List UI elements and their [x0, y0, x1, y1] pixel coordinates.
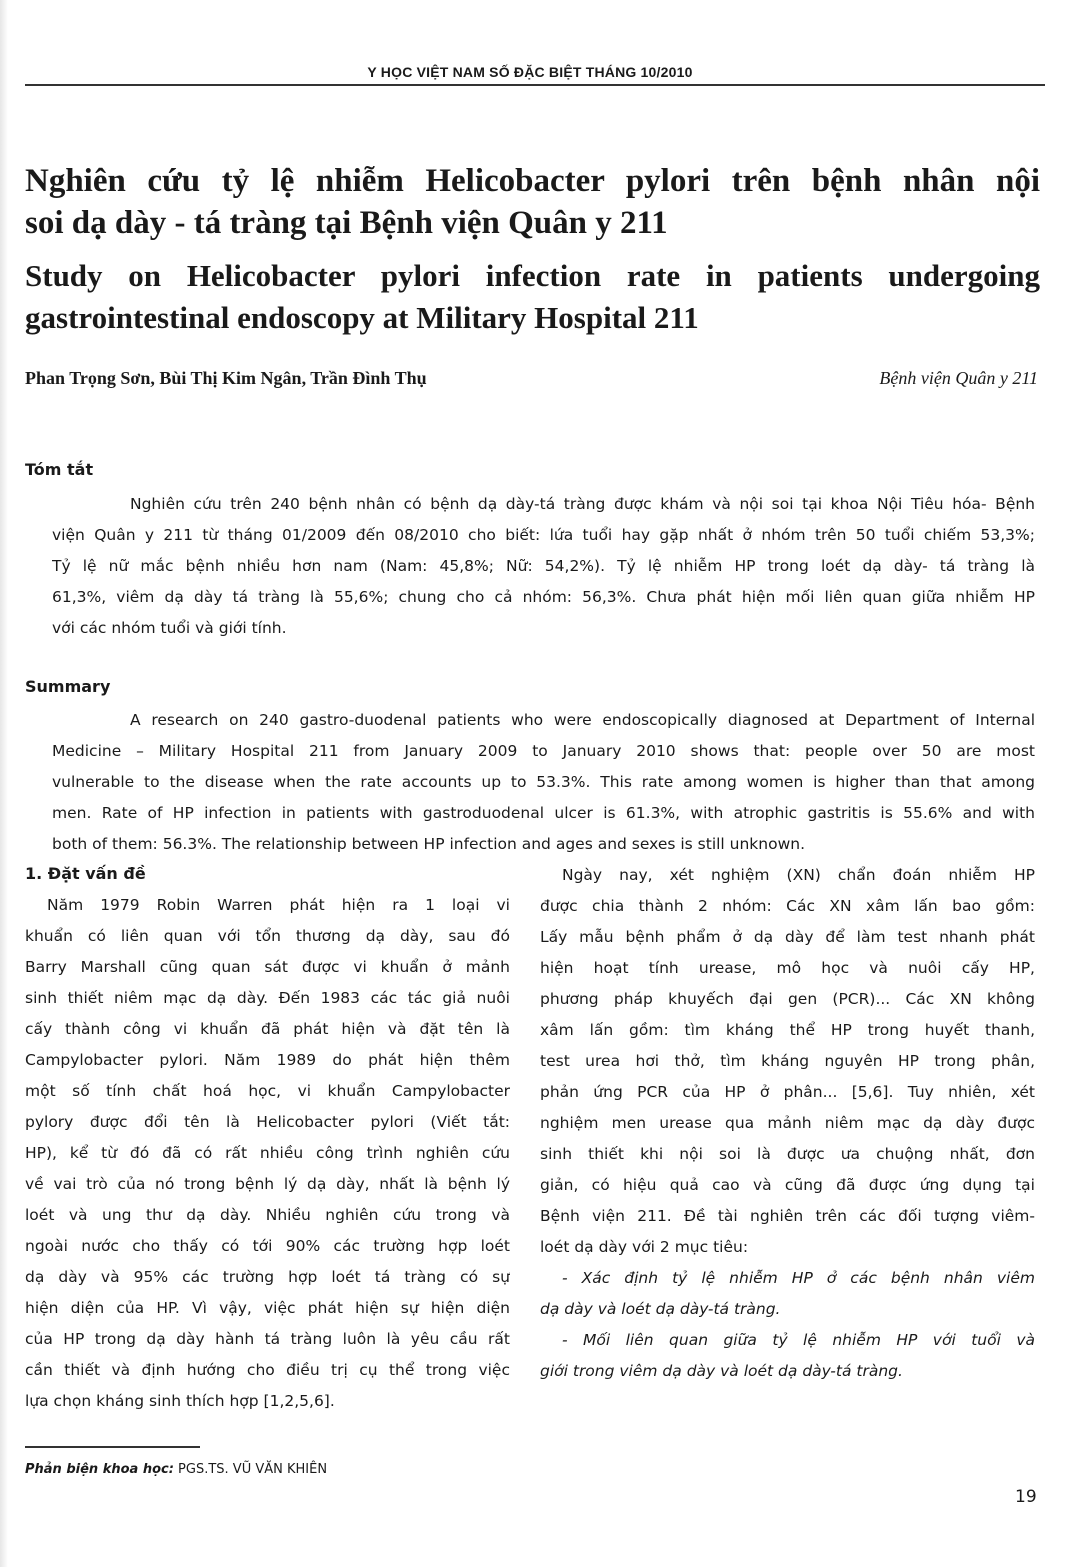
scan-edge [0, 0, 8, 1567]
text-line: loét dạ dày với 2 mục tiêu: [540, 1238, 749, 1256]
text-line: của HP trong dạ dày hành tá tràng luôn là yêu cầu rất [25, 1330, 510, 1348]
text-line: dạ dày và 95% các trường hợp loét tá tràng có sự [25, 1268, 510, 1286]
text-line: được chia thành 2 nhóm: Các XN xâm lấn bao gồm: [540, 897, 1035, 915]
text-line: Tỷ lệ nữ mắc bệnh nhiều hơn nam (Nam: 45,8%; Nữ: 54,2%). Tỷ lệ nhiễm HP trong loét dạ dày- tá tràng là [52, 557, 1035, 575]
abstract-heading: Tóm tắt [25, 460, 94, 479]
text-line: 61,3%, viêm dạ dày tá tràng là 55,6%; chung cho cả nhóm: 56,3%. Chưa phát hiện mối liên quan giữa nhiễm HP [52, 588, 1035, 606]
text-line: phản ứng PCR của HP ở phân... [5,6]. Tuy nhiên, xét [540, 1083, 1035, 1101]
affiliation: Bệnh viện Quân y 211 [879, 368, 1038, 388]
text-line: viện Quân y 211 từ tháng 01/2009 đến 08/2010 cho biết: lứa tuổi hay gặp nhất ở nhóm trên 50 tuổi chiếm 53,3%; [52, 526, 1035, 544]
text-line: Ngày nay, xét nghiệm (XN) chẩn đoán nhiễm HP [562, 866, 1035, 884]
text-line: giới trong viêm dạ dày và loét dạ dày-tá tràng. [540, 1362, 903, 1380]
title-line: Study on Helicobacter pylori infection rate in patients undergoing [25, 258, 1040, 293]
text-line: Campylobacter pylori. Năm 1989 do phát hiện thêm [25, 1051, 510, 1069]
text-line: ngoài nước cho thấy có tới 90% các trường hợp loét [25, 1237, 510, 1255]
text-line: - Xác định tỷ lệ nhiễm HP ở các bệnh nhân viêm [562, 1269, 1035, 1287]
text-line: men. Rate of HP infection in patients with gastroduodenal ulcer is 61.3%, with atrophic gastritis is 55.6% and with [52, 804, 1035, 822]
text-line: xâm lấn gồm: tìm kháng thể HP trong huyết thanh, [540, 1021, 1035, 1039]
text-line: dạ dày và loét dạ dày-tá tràng. [540, 1300, 781, 1318]
text-line: - Mối liên quan giữa tỷ lệ nhiễm HP với tuổi và [562, 1331, 1035, 1349]
header-rule [25, 84, 1045, 86]
footnote-text: PGS.TS. VŨ VĂN KHIÊN [173, 1462, 328, 1477]
text-line: Lấy mẫu bệnh phẩm ở dạ dày để làm test nhanh phát [540, 928, 1035, 946]
text-line: test urea hơi thở, tìm kháng nguyên HP trong phân, [540, 1052, 1035, 1070]
text-line: một số tính chất hoá học, vi khuẩn Campylobacter [25, 1082, 510, 1100]
authors: Phan Trọng Sơn, Bùi Thị Kim Ngân, Trần Đình Thụ [25, 368, 427, 388]
title-vietnamese [25, 160, 1040, 244]
text-line: pylory được đổi tên là Helicobacter pylori (Viết tắt: [25, 1113, 510, 1131]
title-english [25, 255, 1040, 339]
text-line: khuẩn có liên quan với tổn thương dạ dày, sau đó [25, 927, 510, 945]
running-header: Y HỌC VIỆT NAM SỐ ĐẶC BIỆT THÁNG 10/2010 [367, 64, 693, 80]
text-line: phương pháp khuyếch đại gen (PCR)... Các XN không [540, 990, 1035, 1008]
text-line: sinh thiết niêm mạc dạ dày. Đến 1983 các tác giả nuôi [25, 989, 510, 1007]
title-line: soi dạ dày - tá tràng tại Bệnh viện Quân y 211 [25, 205, 668, 241]
abstract-body [52, 489, 1035, 644]
text-line: cấy thành công vi khuẩn đã phát hiện và đặt tên là [25, 1020, 510, 1038]
text-line: hiện hoạt tính urease, mô học và nuôi cấy HP, [540, 959, 1035, 977]
text-line: A research on 240 gastro-duodenal patients who were endoscopically diagnosed at Department of Internal [130, 711, 1035, 729]
left-column [25, 890, 510, 1417]
text-line: sinh thiết khi nội soi là được ưa chuộng nhất, đơn [540, 1145, 1035, 1163]
text-line: Barry Marshall cũng quan sát được vi khuẩn ở mảnh [25, 958, 510, 976]
text-line: Medicine – Military Hospital 211 from January 2009 to January 2010 shows that: people over 50 are most [52, 742, 1035, 760]
text-line: về vai trò của nó trong bệnh lý dạ dày, nhất là bệnh lý [25, 1175, 510, 1193]
title-line: gastrointestinal endoscopy at Military Hospital 211 [25, 300, 699, 335]
footnote-label: Phản biện khoa học: [25, 1462, 174, 1477]
text-line: giản, có hiệu quả cao và cũng đã được ứng dụng tại [540, 1176, 1035, 1194]
text-line: vulnerable to the disease when the rate accounts up to 53.3%. This rate among women is higher than that among [52, 773, 1035, 791]
section-heading: 1. Đặt vấn đề [25, 864, 146, 883]
footnote-rule [25, 1446, 200, 1448]
page-number: 19 [1015, 1487, 1037, 1507]
text-line: Bệnh viện 211. Đề tài nghiên trên các đối tượng viêm- [540, 1207, 1035, 1225]
text-line: Nghiên cứu trên 240 bệnh nhân có bệnh dạ dày-tá tràng được khám và nội soi tại khoa Nội Tiêu hóa- Bệnh [130, 495, 1035, 513]
summary-body [52, 705, 1035, 860]
title-line: Nghiên cứu tỷ lệ nhiễm Helicobacter pylori trên bệnh nhân nội [25, 163, 1040, 199]
text-line: lựa chọn kháng sinh thích hợp [1,2,5,6]. [25, 1392, 335, 1410]
text-line: nghiệm men urease qua mảnh niêm mạc dạ dày được [540, 1114, 1035, 1132]
text-line: HP), kể từ đó đã có rất nhiều công trình nghiên cứu [25, 1144, 510, 1162]
text-line: hiện diện của HP. Vì vậy, việc phát hiện sự hiện diện [25, 1299, 510, 1317]
text-line: both of them: 56.3%. The relationship between HP infection and ages and sexes is still unknown. [52, 835, 806, 853]
text-line: với các nhóm tuổi và giới tính. [52, 619, 287, 637]
text-line: loét và ung thư dạ dày. Nhiều nghiên cứu trong và [25, 1206, 510, 1224]
text-line: Năm 1979 Robin Warren phát hiện ra 1 loại vi [47, 896, 510, 914]
summary-heading: Summary [25, 677, 111, 696]
footnote [25, 1462, 327, 1477]
right-column [540, 860, 1035, 1387]
text-line: cần thiết và định hướng cho điều trị cụ thể trong việc [25, 1361, 510, 1379]
